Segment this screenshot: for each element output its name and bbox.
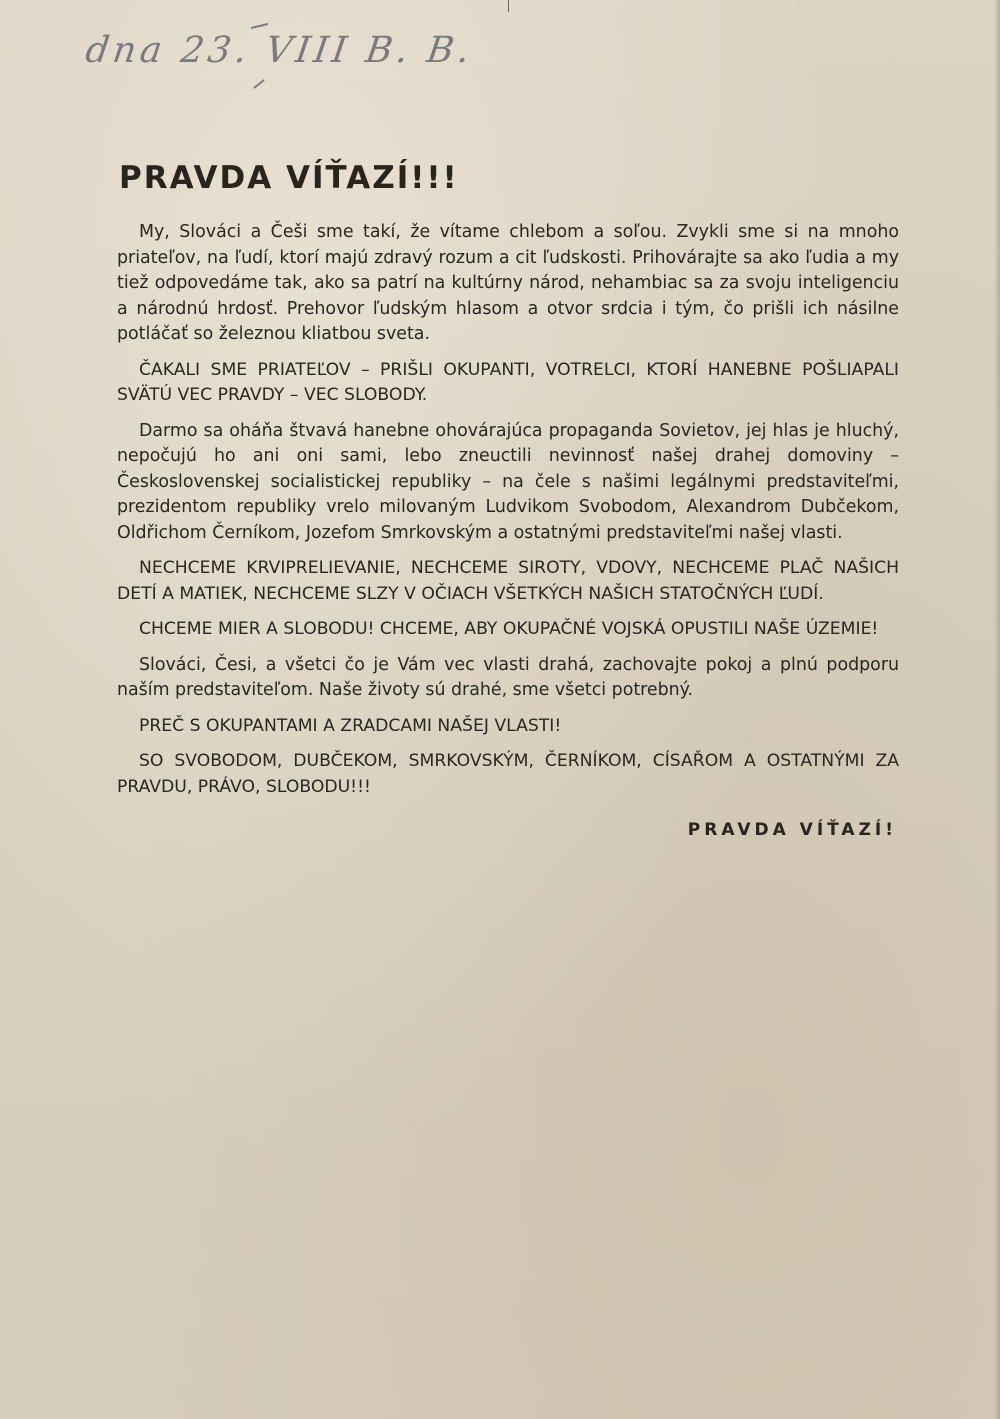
- leaflet-title: PRAVDA VÍŤAZÍ!!!: [119, 160, 459, 196]
- paragraph-greeting: My, Slováci a Češi sme takí, že vítame chlebom a soľou. Zvykli sme si na mnoho priateľov, na ľudí, ktorí majú zdravý rozum a cit ľudskosti. Prihovárajte sa ako ľudia a my tiež odpovedáme tak, ako sa patrí na kultúrny národ, nehambiac sa za svoju inteligenciu a národnú hrdosť. Prehovor ľudským hlasom a otvor srdcia i tým, čo prišli ich násilne potláčať so železnou kliatbou sveta.: [117, 222, 899, 344]
- paragraph-propaganda: Darmo sa oháňa štvavá hanebne ohovárajúca propaganda Sovietov, jej hlas je hluchý, nepočujú ho ani oni sami, lebo zneuctili nevinnosť našej drahej domoviny – Československej socialistickej republiky – na čele s našimi legálnymi predstaviteľmi, prezidentom republiky vrelo milovaným Ludvikom Svobodom, Alexandrom Dubčekom, Oldřichom Černíkom, Jozefom Smrkovským a ostatnými predstaviteľmi našej vlasti.: [117, 420, 899, 543]
- paper-edge: [994, 0, 1000, 1419]
- paragraph-keep-calm: Slováci, Česi, a všetci čo je Vám vec vlasti drahá, zachovajte pokoj a plnú podporu naším predstaviteľom. Naše životy sú drahé, sme všetci potrebný.: [117, 654, 899, 700]
- handwritten-annotation: [83, 14, 506, 94]
- leaflet-signoff: PRAVDA VÍŤAZÍ!: [687, 820, 897, 840]
- paragraph-no-bloodshed: NECHCEME KRVIPRELIEVANIE, NECHCEME SIROTY, VDOVY, NECHCEME PLAČ NAŠICH DETÍ A MATIEK, NECHCEME SLZY V OČIACH VŠETKÝCH NAŠICH STATOČNÝCH ĽUDÍ.: [117, 558, 899, 604]
- fold-mark: [508, 0, 509, 12]
- handwriting-marks: [86, 14, 506, 94]
- leaflet-body: [117, 158, 899, 840]
- paragraph-occupants: ČAKALI SME PRIATEĽOV – PRIŠLI OKUPANTI, VOTRELCI, KTORÍ HANEBNE POŠLIAPALI SVÄTÚ VEC PRAVDY – VEC SLOBODY.: [117, 359, 899, 405]
- paragraph-away-with-occupants: PREČ S OKUPANTAMI A ZRADCAMI NAŠEJ VLASTI!: [139, 715, 562, 736]
- paragraph-peace-freedom: CHCEME MIER A SLOBODU! CHCEME, ABY OKUPAČNÉ VOJSKÁ OPUSTILI NAŠE ÚZEMIE!: [139, 619, 879, 639]
- handwritten-date-note: dna 23. VIII B. B.: [83, 30, 477, 71]
- pencil-overline-mark: [251, 24, 268, 28]
- paragraph-with-leaders: SO SVOBODOM, DUBČEKOM, SMRKOVSKÝM, ČERNÍKOM, CÍSAŘOM A OSTATNÝMI ZA PRAVDU, PRÁVO, SLOBODU!!!: [117, 751, 899, 797]
- pencil-tick-mark: [254, 80, 264, 88]
